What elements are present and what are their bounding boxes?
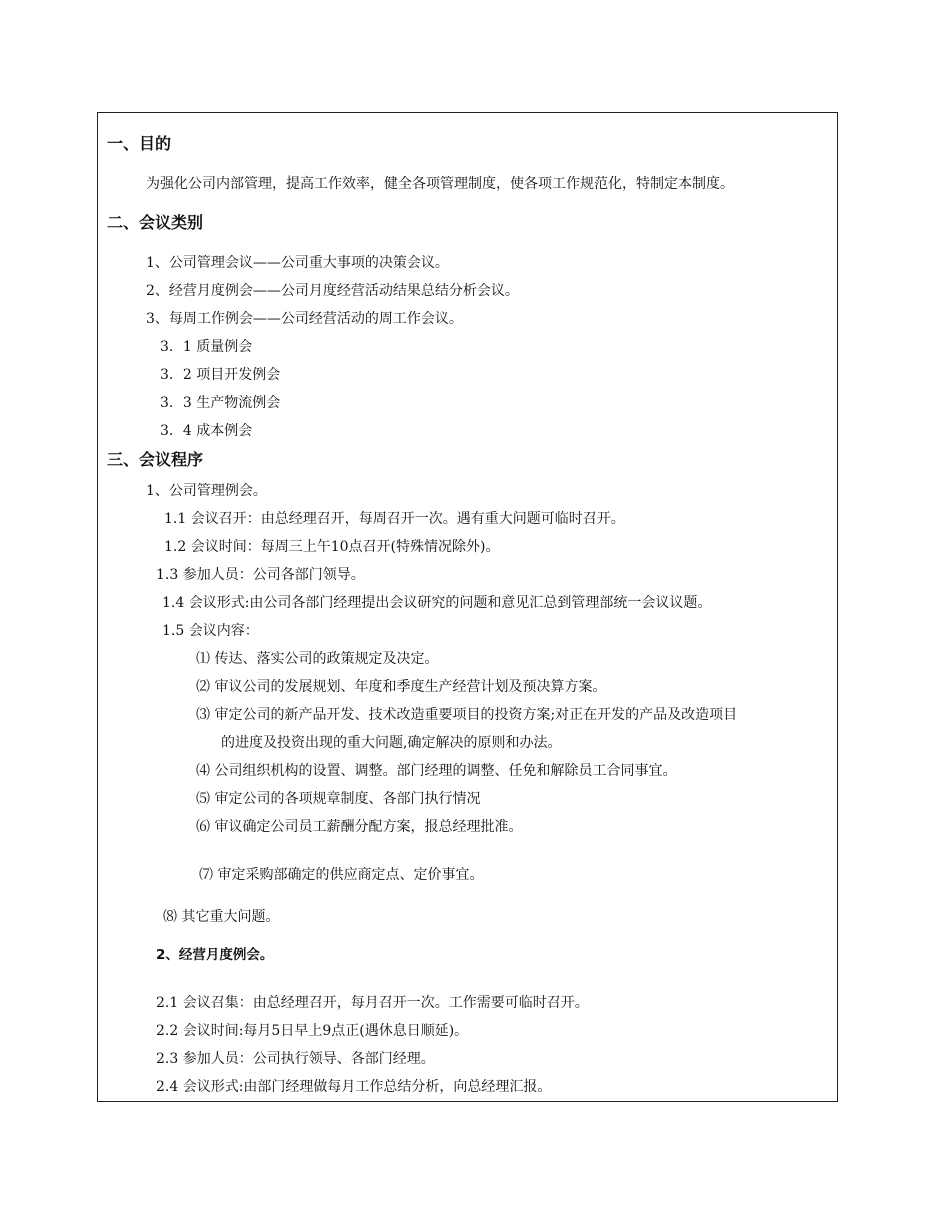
subsection-heading: 2、经营月度例会。 [156,947,274,963]
content-item: ⑻ 其它重大问题。 [163,909,280,925]
list-item: 3、每周工作例会——公司经营活动的周工作会议。 [146,311,463,327]
sub-list-item: 3．1 质量例会 [160,339,253,355]
content-item-continuation: 的进度及投资出现的重大问题,确定解决的原则和办法。 [221,735,562,751]
content-item: ⑷ 公司组织机构的设置、调整。部门经理的调整、任免和解除员工合同事宜。 [196,763,677,779]
content-item: ⑶ 审定公司的新产品开发、技术改造重要项目的投资方案;对正在开发的产品及改造项目 [196,707,738,723]
list-item: 2、经营月度例会——公司月度经营活动结果总结分析会议。 [146,283,519,299]
section-heading-meeting-procedure: 三、会议程序 [107,450,204,469]
purpose-paragraph: 为强化公司内部管理，提高工作效率，健全各项管理制度，使各项工作规范化，特制定本制度。 [146,176,734,192]
list-item: 2.4 会议形式:由部门经理做每月工作总结分析，向总经理汇报。 [156,1079,552,1095]
sub-list-item: 3．4 成本例会 [160,423,253,439]
list-item: 2.3 参加人员：公司执行领导、各部门经理。 [156,1051,435,1067]
list-item: 1.3 参加人员：公司各部门领导。 [156,567,365,583]
list-item: 1.5 会议内容： [162,623,259,639]
list-item: 1.4 会议形式:由公司各部门经理提出会议研究的问题和意见汇总到管理部统一会议议题。 [162,595,712,611]
list-item: 1.1 会议召开：由总经理召开，每周召开一次。遇有重大问题可临时召开。 [164,511,625,527]
content-item: ⑸ 审定公司的各项规章制度、各部门执行情况 [196,791,481,807]
section-heading-purpose: 一、目的 [107,134,172,153]
sub-list-item: 3．2 项目开发例会 [160,367,281,383]
content-item: ⑴ 传达、落实公司的政策规定及决定。 [196,651,439,667]
subsection-heading: 1、公司管理例会。 [146,483,267,499]
list-item: 2.1 会议召集：由总经理召开，每月召开一次。工作需要可临时召开。 [156,995,589,1011]
content-item: ⑺ 审定采购部确定的供应商定点、定价事宜。 [199,867,484,883]
content-item: ⑹ 审议确定公司员工薪酬分配方案，报总经理批准。 [196,819,523,835]
list-item: 1.2 会议时间：每周三上午10点召开(特殊情况除外)。 [164,539,500,555]
list-item: 2.2 会议时间:每月5日早上9点正(遇休息日顺延)。 [156,1023,469,1039]
list-item: 1、公司管理会议——公司重大事项的决策会议。 [146,255,449,271]
content-item: ⑵ 审议公司的发展规划、年度和季度生产经营计划及预决算方案。 [196,679,607,695]
sub-list-item: 3．3 生产物流例会 [160,395,281,411]
section-heading-meeting-types: 二、会议类别 [107,213,204,232]
